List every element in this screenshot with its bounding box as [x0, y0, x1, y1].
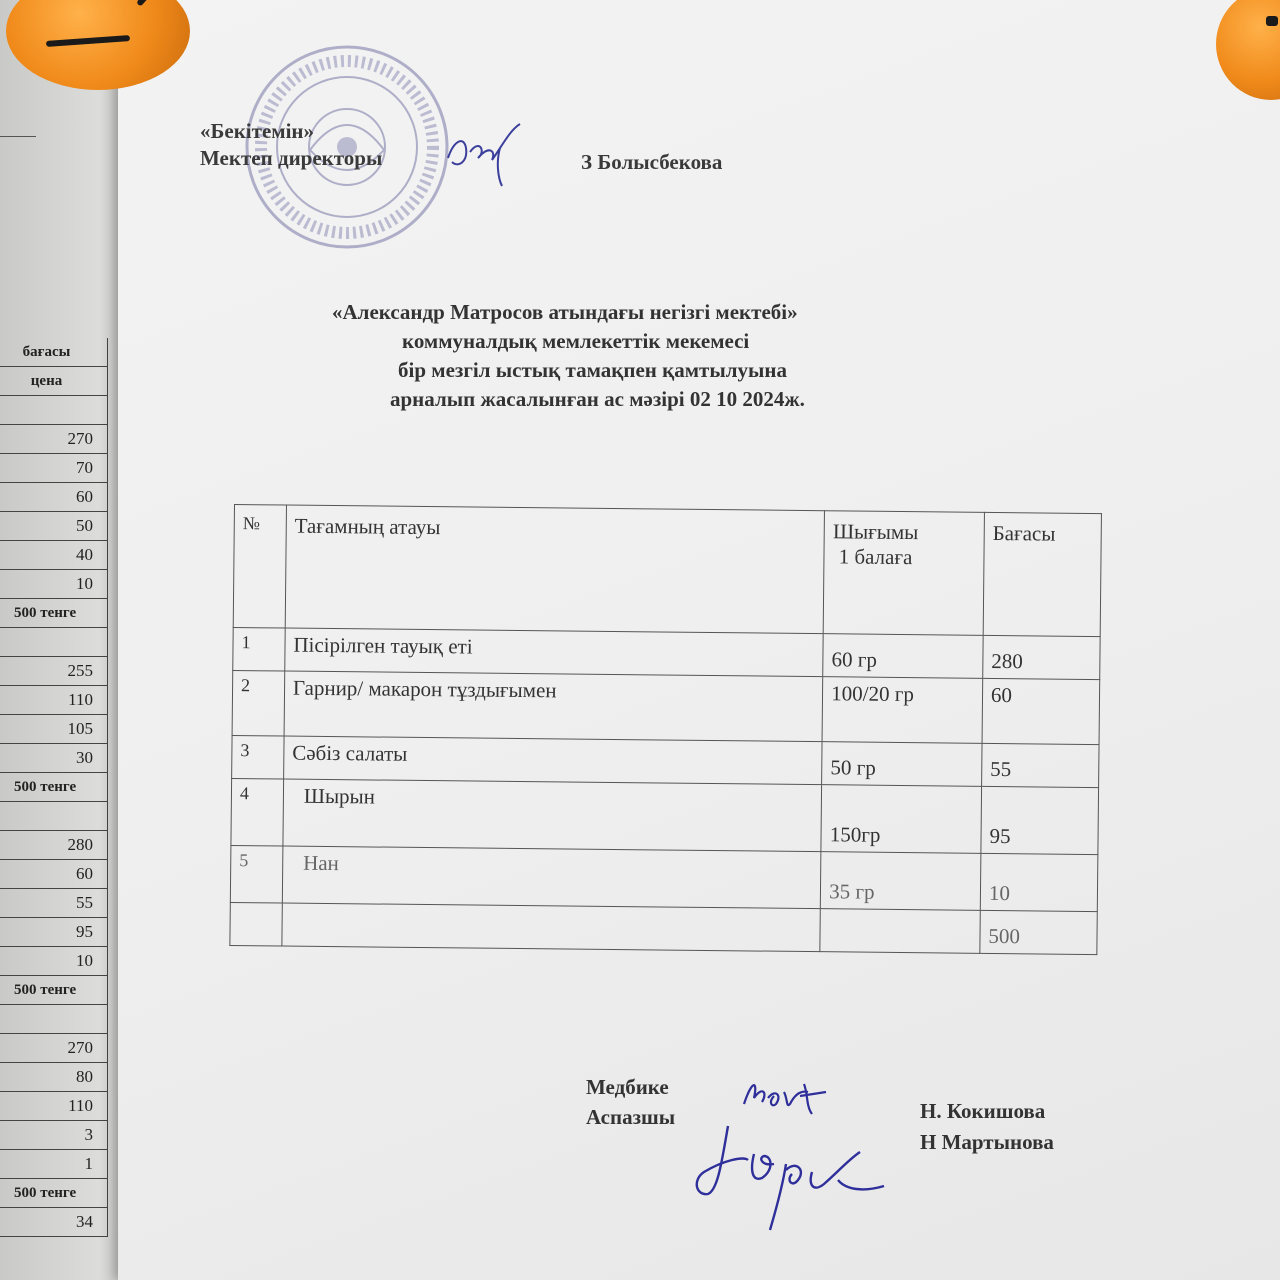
director-signature-icon [440, 118, 526, 190]
underlying-value: 30 [0, 744, 108, 773]
underlying-value: 50 [0, 512, 108, 541]
underlying-value: 1 [0, 1150, 108, 1179]
underlying-price-column [0, 338, 108, 1237]
table-row [230, 845, 1098, 911]
underlying-value: 10 [0, 570, 108, 599]
underlying-value: 110 [0, 686, 108, 715]
magnet-smile-icon [46, 35, 130, 47]
underlying-value: 270 [0, 425, 108, 454]
dish-yield: 50 гр [822, 742, 982, 787]
header-yield [823, 511, 984, 636]
underlying-header-kz: бағасы [0, 338, 108, 367]
header-yield-line1: Шығымы [832, 519, 919, 545]
underlying-value: 34 [0, 1208, 108, 1237]
total-empty-cell [282, 903, 821, 952]
dish-name: Шырын [283, 779, 822, 852]
dish-price: 95 [981, 786, 1099, 854]
cook-name: Н Мартынова [920, 1130, 1054, 1154]
underlying-value: 10 [0, 947, 108, 976]
table-header-row [233, 505, 1101, 637]
underlying-header-ru: цена [0, 367, 108, 396]
menu-heading [300, 298, 940, 414]
underlying-value: 95 [0, 918, 108, 947]
heading-institution: коммуналдық мемлекеттік мекемесі [402, 329, 750, 353]
underlying-spacer [0, 1005, 108, 1034]
heading-school: «Александр Матросов атындағы негізгі мектебі» [332, 300, 798, 324]
underlying-spacer [0, 802, 108, 831]
underlying-value: 40 [0, 541, 108, 570]
header-number: № [233, 505, 286, 629]
menu-table [229, 504, 1102, 955]
row-number: 5 [230, 845, 282, 903]
underlying-spacer [0, 396, 108, 425]
dish-yield: 150гр [821, 785, 981, 854]
signature-roles [586, 1072, 675, 1132]
dish-yield: 60 гр [823, 634, 983, 679]
dish-price: 10 [980, 853, 1098, 911]
header-dish-name: Тағамның атауы [285, 505, 825, 634]
underlying-rule [0, 136, 36, 137]
total-empty-cell [230, 902, 282, 946]
underlying-value: 270 [0, 1034, 108, 1063]
header-yield-line2: 1 балаға [838, 544, 913, 570]
dish-name: Гарнир/ макарон тұздығымен [284, 671, 823, 742]
underlying-value: 70 [0, 454, 108, 483]
header-price: Бағасы [983, 512, 1101, 636]
dish-price: 60 [982, 678, 1100, 744]
approval-title: «Бекітемін» [200, 119, 315, 143]
heading-date: арналып жасалынған ас мәзірі 02 10 2024ж. [390, 387, 805, 411]
dish-name: Нан [282, 846, 821, 909]
dish-price: 280 [983, 635, 1100, 679]
underlying-value: 60 [0, 860, 108, 889]
underlying-total: 500 тенге [0, 1179, 108, 1208]
underlying-total: 500 тенге [0, 599, 108, 628]
row-number: 1 [233, 627, 285, 671]
underlying-value: 110 [0, 1092, 108, 1121]
dish-yield: 100/20 гр [822, 677, 982, 744]
underlying-value: 255 [0, 657, 108, 686]
underlying-value: 280 [0, 831, 108, 860]
role-nurse: Медбике [586, 1075, 669, 1099]
underlying-value: 3 [0, 1121, 108, 1150]
row-number: 2 [232, 670, 285, 736]
total-empty-cell [820, 909, 980, 954]
signature-names [920, 1096, 1054, 1158]
underlying-value: 55 [0, 889, 108, 918]
magnet-eye-icon [1266, 16, 1278, 26]
underlying-spacer [0, 628, 108, 657]
cook-signature-icon [688, 1120, 888, 1238]
dish-price: 55 [982, 743, 1099, 787]
underlying-total: 500 тенге [0, 773, 108, 802]
table-total-row [230, 902, 1097, 954]
director-name: З Болысбекова [581, 150, 723, 174]
approval-block [200, 118, 382, 172]
dish-name: Пісірілген тауық еті [285, 628, 824, 677]
underlying-value: 60 [0, 483, 108, 512]
role-cook: Аспазшы [586, 1105, 676, 1129]
magnet-mark-icon [136, 0, 158, 7]
approval-position: Мектеп директоры [200, 146, 383, 170]
underlying-value: 105 [0, 715, 108, 744]
dish-name: Сәбіз салаты [284, 736, 823, 785]
nurse-name: Н. Кокишова [920, 1099, 1046, 1123]
table-row [232, 670, 1100, 744]
table-row [231, 778, 1099, 854]
dish-yield: 35 гр [820, 852, 980, 911]
underlying-total: 500 тенге [0, 976, 108, 1005]
row-number: 3 [232, 735, 284, 779]
heading-purpose: бір мезгіл ыстық тамақпен қамтылуына [398, 358, 788, 382]
nurse-signature-icon [738, 1074, 834, 1118]
row-number: 4 [231, 778, 284, 846]
underlying-value: 80 [0, 1063, 108, 1092]
total-price: 500 [980, 910, 1097, 954]
